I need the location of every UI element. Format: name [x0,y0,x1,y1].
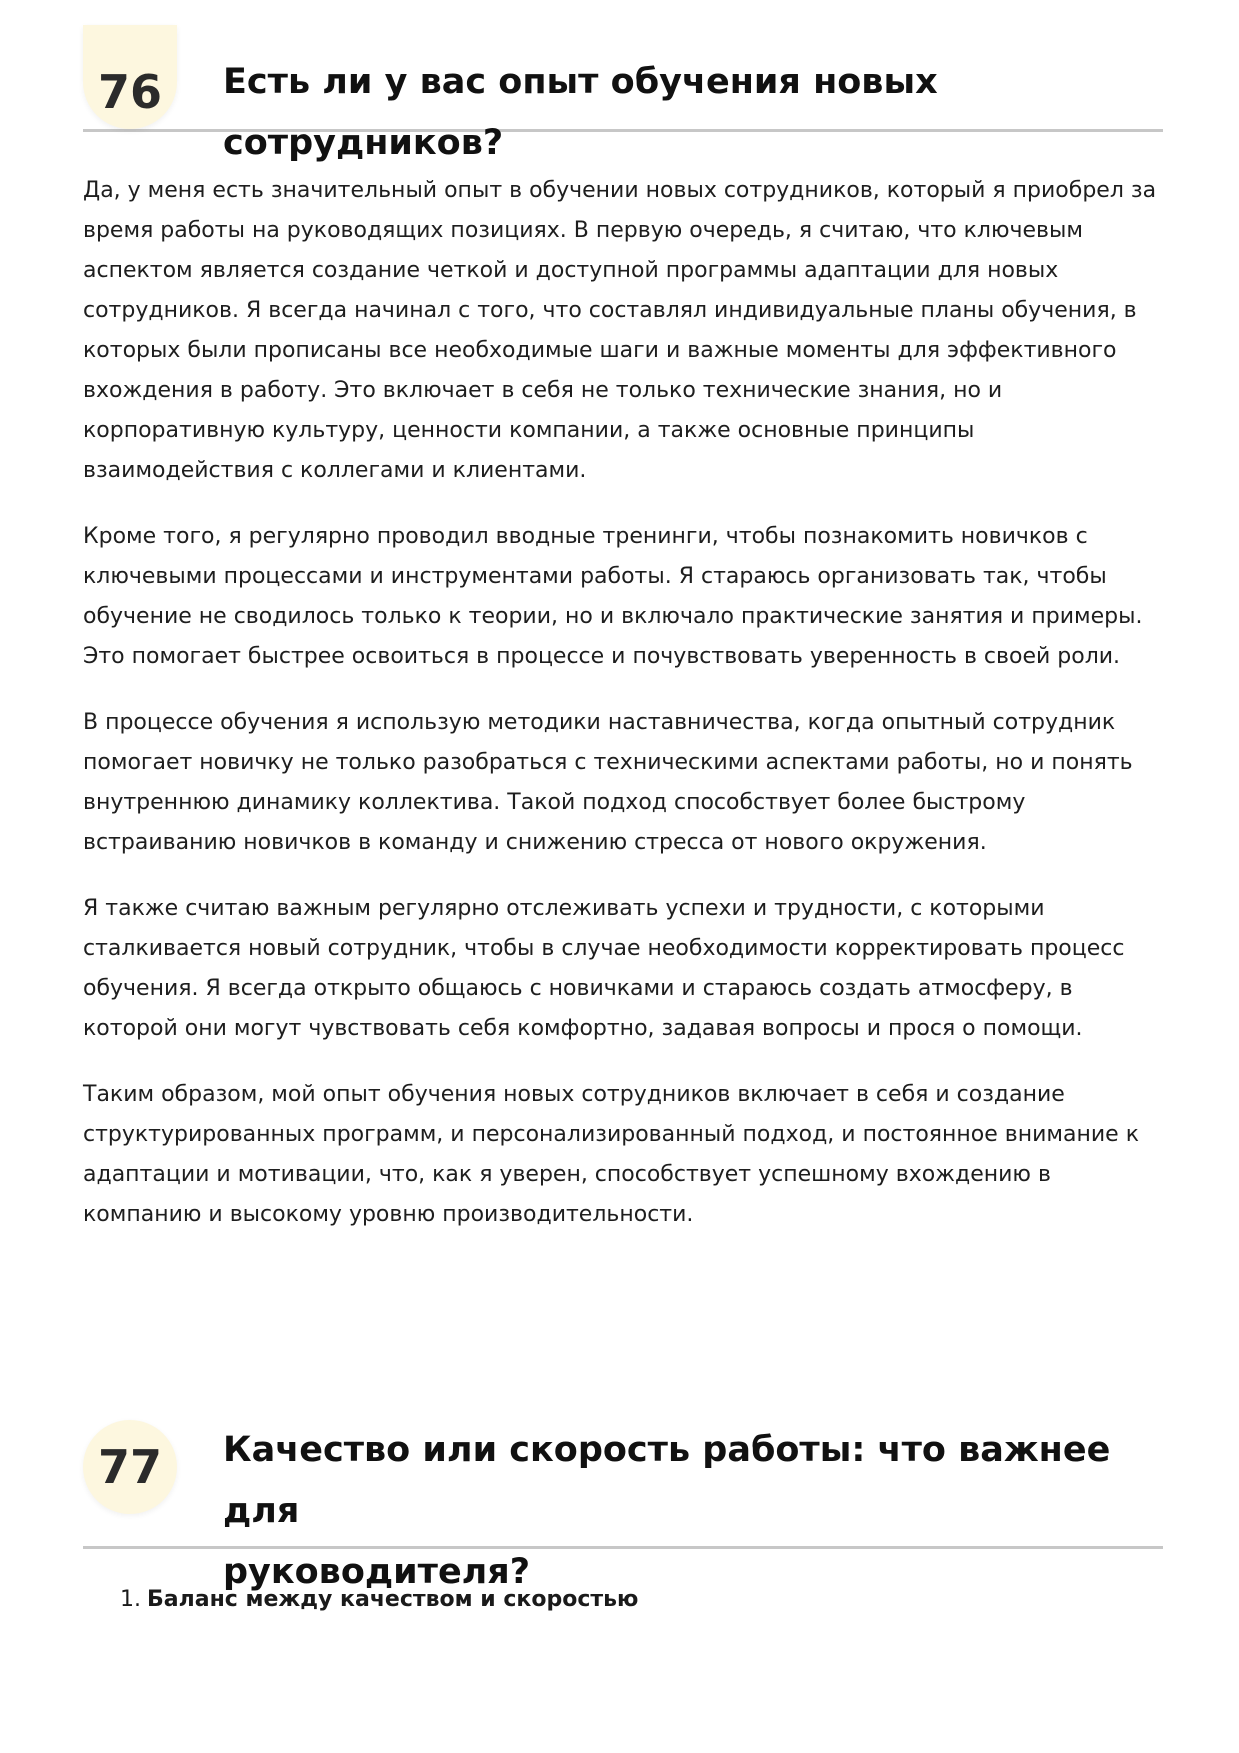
question-title-line: Качество или скорость работы: что важнее для [223,1430,1111,1531]
list-item-number: 1. [120,1587,141,1612]
list-item [120,1580,638,1620]
answer-list-77 [120,1580,638,1620]
answer-paragraph: Кроме того, я регулярно проводил вводные тренинги, чтобы познакомить новичков с ключевыми процессами и инструментами работы. Я стараюсь организовать так, чтобы обучение не сводилось только к теории, но и включало практические занятия и примеры. Это помогает быстрее освоиться в процессе и почувствовать уверенность в своей роли. [83,524,1143,669]
answer-paragraph: В процессе обучения я использую методики наставничества, когда опытный сотрудник помогает новичку не только разобраться с техническими аспектами работы, но и понять внутреннюю динамику коллектива. Такой подход способствует более быстрому встраиванию новичков в команду и снижению стресса от нового окружения. [83,710,1133,855]
question-number-badge: 77 [83,1420,177,1514]
answer-paragraph: Да, у меня есть значительный опыт в обучении новых сотрудников, который я приобрел за время работы на руководящих позициях. В первую очередь, я считаю, что ключевым аспектом является создание четкой и доступной программы адаптации для новых сотрудников. Я всегда начинал с того, что составлял индивидуальные планы обучения, в которых были прописаны все необходимые шаги и важные моменты для эффективного вхождения в работу. Это включает в себя не только технические знания, но и корпоративную культуру, ценности компании, а также основные принципы взаимодействия с коллегами и клиентами. [83,178,1157,483]
question-title-line: руководителя? [223,1552,531,1592]
question-title: Есть ли у вас опыт обучения новых сотрудников? [223,62,938,163]
question-number-badge: 76 [83,25,177,129]
question-header-76 [83,55,1163,163]
question-header-77 [83,1418,1163,1592]
list-item-text: Баланс между качеством и скоростью [147,1587,639,1612]
answer-paragraph: Я также считаю важным регулярно отслеживать успехи и трудности, с которыми сталкивается новый сотрудник, чтобы в случае необходимости корректировать процесс обучения. Я всегда открыто общаюсь с новичками и стараюсь создать атмосферу, в которой они могут чувствовать себя комфортно, задавая вопросы и прося о помощи. [83,896,1125,1041]
question-title [223,1420,1163,1603]
answer-body-76 [83,171,1163,1261]
answer-paragraph: Таким образом, мой опыт обучения новых сотрудников включает в себя и создание структурированных программ, и персонализированный подход, и постоянное внимание к адаптации и мотивации, что, как я уверен, способствует успешному вхождению в компанию и высокому уровню производительности. [83,1082,1139,1227]
